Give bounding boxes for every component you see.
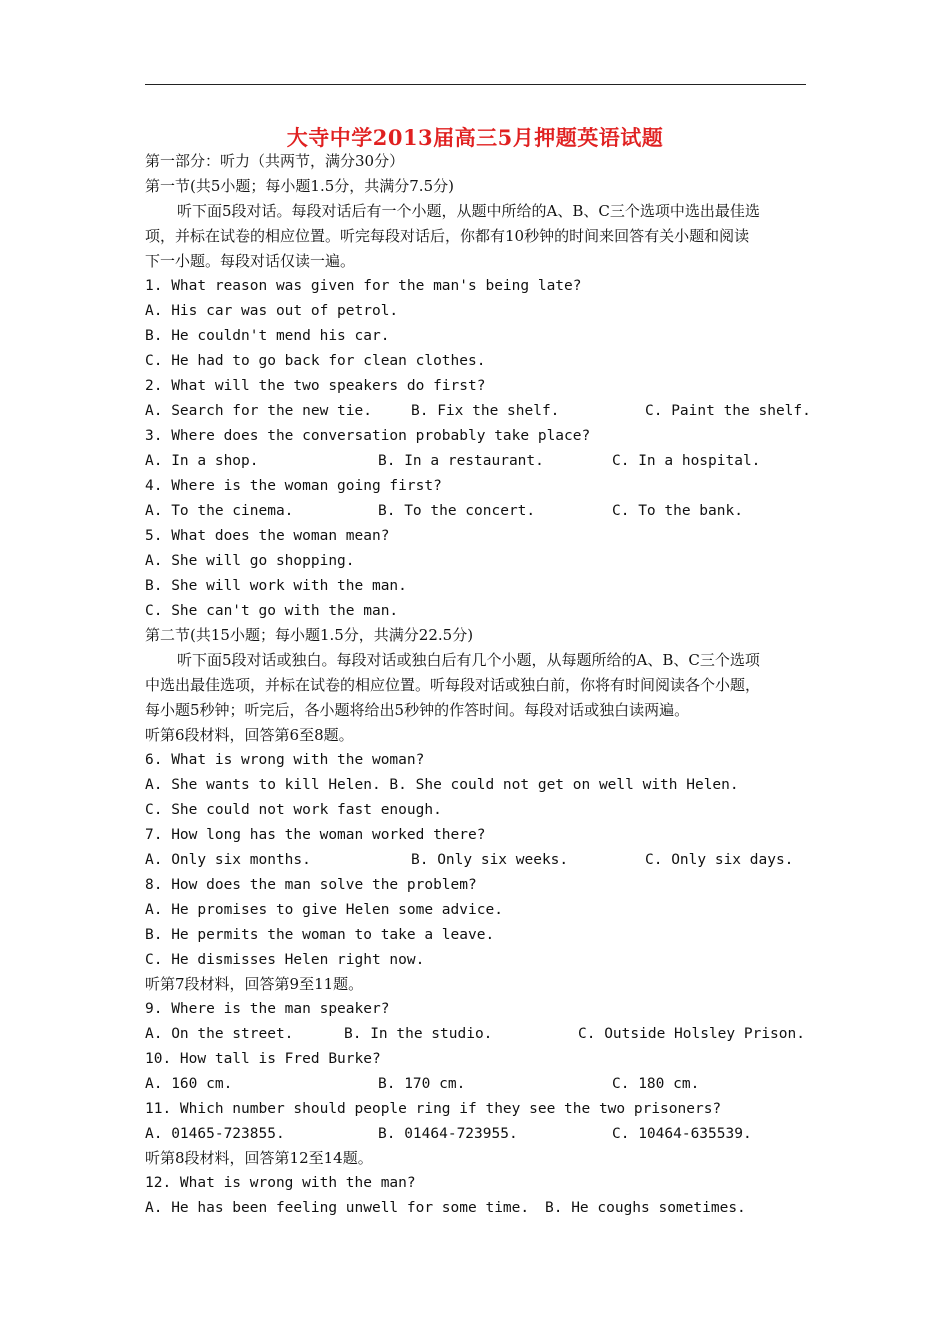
- section2-instruction: 听下面5段对话或独白。每段对话或独白后有几个小题，从每题所给的A、B、C三个选项: [177, 651, 760, 669]
- q3-option-a: A. In a shop.: [145, 453, 259, 469]
- question-6: 6. What is wrong with the woman?: [145, 752, 425, 768]
- section1-instruction: 项，并标在试卷的相应位置。听完每段对话后，你都有10秒钟的时间来回答有关小题和阅读: [145, 227, 750, 245]
- question-2: 2. What will the two speakers do first?: [145, 378, 486, 394]
- q5-option-c: C. She can't go with the man.: [145, 603, 399, 619]
- q7-option-b: B. Only six weeks.: [411, 852, 569, 868]
- q3-option-b: B. In a restaurant.: [378, 453, 544, 469]
- q7-option-a: A. Only six months.: [145, 852, 311, 868]
- question-4: 4. Where is the woman going first?: [145, 478, 442, 494]
- q4-option-b: B. To the concert.: [378, 503, 536, 519]
- q2-option-c: C. Paint the shelf.: [645, 403, 811, 419]
- q3-option-c: C. In a hospital.: [612, 453, 761, 469]
- q9-option-a: A. On the street.: [145, 1026, 294, 1042]
- q7-option-c: C. Only six days.: [645, 852, 794, 868]
- q8-option-a: A. He promises to give Helen some advice.: [145, 902, 503, 918]
- q2-option-b: B. Fix the shelf.: [411, 403, 560, 419]
- part1-header: 第一部分：听力（共两节，满分30分）: [145, 152, 405, 170]
- q11-option-c: C. 10464-635539.: [612, 1126, 752, 1142]
- q5-option-b: B. She will work with the man.: [145, 578, 407, 594]
- q10-option-a: A. 160 cm.: [145, 1076, 233, 1092]
- q2-option-a: A. Search for the new tie.: [145, 403, 372, 419]
- q12-option-b: B. He coughs sometimes.: [545, 1200, 746, 1216]
- page-title: 大寺中学2013届高三5月押题英语试题: [286, 125, 664, 150]
- question-11: 11. Which number should people ring if they see the two prisoners?: [145, 1101, 722, 1117]
- section2-header: 第二节(共15小题；每小题1.5分，共满分22.5分): [145, 626, 474, 644]
- q8-option-c: C. He dismisses Helen right now.: [145, 952, 425, 968]
- section1-instruction: 下一小题。每段对话仅读一遍。: [145, 252, 356, 270]
- q1-option-c: C. He had to go back for clean clothes.: [145, 353, 486, 369]
- question-1: 1. What reason was given for the man's being late?: [145, 278, 582, 294]
- q1-option-b: B. He couldn't mend his car.: [145, 328, 390, 344]
- question-10: 10. How tall is Fred Burke?: [145, 1051, 381, 1067]
- q10-option-c: C. 180 cm.: [612, 1076, 700, 1092]
- q5-option-a: A. She will go shopping.: [145, 553, 355, 569]
- question-3: 3. Where does the conversation probably take place?: [145, 428, 591, 444]
- q11-option-b: B. 01464-723955.: [378, 1126, 518, 1142]
- section1-header: 第一节(共5小题；每小题1.5分，共满分7.5分): [145, 177, 454, 195]
- header-rule: [145, 84, 806, 85]
- q8-option-b: B. He permits the woman to take a leave.: [145, 927, 495, 943]
- question-12: 12. What is wrong with the man?: [145, 1175, 416, 1191]
- q10-option-b: B. 170 cm.: [378, 1076, 466, 1092]
- section1-instruction: 听下面5段对话。每段对话后有一个小题，从题中所给的A、B、C三个选项中选出最佳选: [177, 202, 760, 220]
- material-6-header: 听第6段材料，回答第6至8题。: [145, 726, 354, 744]
- q4-option-c: C. To the bank.: [612, 503, 743, 519]
- question-8: 8. How does the man solve the problem?: [145, 877, 477, 893]
- section2-instruction: 每小题5秒钟；听完后，各小题将给出5秒钟的作答时间。每段对话或独白读两遍。: [145, 701, 690, 719]
- q12-option-a: A. He has been feeling unwell for some time.: [145, 1200, 530, 1216]
- q9-option-b: B. In the studio.: [344, 1026, 493, 1042]
- q6-option-c: C. She could not work fast enough.: [145, 802, 442, 818]
- material-7-header: 听第7段材料，回答第9至11题。: [145, 975, 364, 993]
- material-8-header: 听第8段材料，回答第12至14题。: [145, 1149, 373, 1167]
- question-9: 9. Where is the man speaker?: [145, 1001, 390, 1017]
- q4-option-a: A. To the cinema.: [145, 503, 294, 519]
- question-7: 7. How long has the woman worked there?: [145, 827, 486, 843]
- q11-option-a: A. 01465-723855.: [145, 1126, 285, 1142]
- question-5: 5. What does the woman mean?: [145, 528, 390, 544]
- q9-option-c: C. Outside Holsley Prison.: [578, 1026, 805, 1042]
- q1-option-a: A. His car was out of petrol.: [145, 303, 399, 319]
- q6-options-ab: A. She wants to kill Helen. B. She could not get on well with Helen.: [145, 777, 739, 793]
- section2-instruction: 中选出最佳选项，并标在试卷的相应位置。听每段对话或独白前，你将有时间阅读各个小题，: [145, 676, 761, 694]
